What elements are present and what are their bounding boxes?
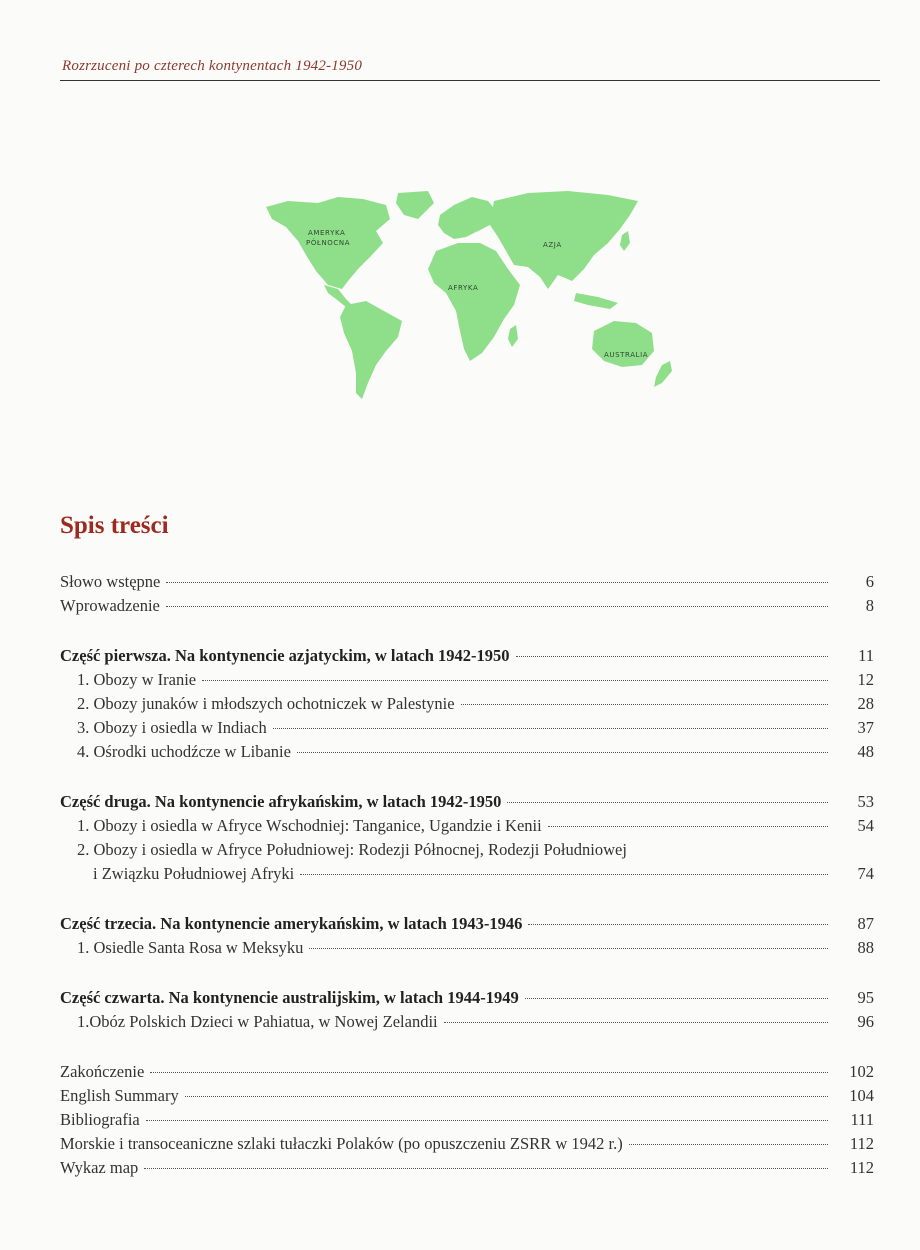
toc-part-heading xyxy=(60,986,874,1010)
toc-entry-page: 88 xyxy=(857,938,874,957)
dot-leader xyxy=(444,1022,828,1023)
label-africa: AFRYKA xyxy=(448,284,479,292)
toc-entry-page: 102 xyxy=(849,1062,874,1081)
toc-entry xyxy=(60,716,874,740)
toc-entry xyxy=(60,1060,874,1084)
toc-entry-label: Bibliografia xyxy=(60,1110,140,1129)
toc-entry-label: Zakończenie xyxy=(60,1062,145,1081)
toc-entry xyxy=(60,668,874,692)
toc-entry-page: 37 xyxy=(857,718,874,737)
toc-part-heading xyxy=(60,790,874,814)
toc-entry xyxy=(60,1132,874,1156)
europe-shape xyxy=(438,197,498,239)
toc-entry-page: 104 xyxy=(849,1086,874,1105)
toc-entry xyxy=(60,1084,874,1108)
toc-entry-label: i Związku Południowej Afryki xyxy=(93,864,295,883)
toc-entry-page: 95 xyxy=(857,988,874,1007)
toc-entry-page: 28 xyxy=(857,694,874,713)
central-america-shape xyxy=(324,285,352,307)
dot-leader xyxy=(548,826,828,827)
toc-entry xyxy=(60,1010,874,1034)
dot-leader xyxy=(273,728,828,729)
greenland-shape xyxy=(396,191,434,219)
south-america-shape xyxy=(340,301,402,399)
dot-leader xyxy=(300,874,828,875)
dot-leader xyxy=(185,1096,828,1097)
toc-entry-label: 1.Obóz Polskich Dzieci w Pahiatua, w Nowej Zelandii xyxy=(77,1012,438,1031)
toc-entry-label: Wykaz map xyxy=(60,1158,139,1177)
toc-part-heading xyxy=(60,912,874,936)
label-australia: AUSTRALIA xyxy=(604,351,649,359)
africa-shape xyxy=(428,243,520,361)
toc-entry-page: 74 xyxy=(857,864,874,883)
dot-leader xyxy=(528,924,828,925)
toc-part-label: Część pierwsza. Na kontynencie azjatyckim, w latach 1942-1950 xyxy=(60,646,510,665)
toc-entry-label: 3. Obozy i osiedla w Indiach xyxy=(77,718,267,737)
toc-entry-page: 48 xyxy=(857,742,874,761)
dot-leader xyxy=(525,998,828,999)
toc-entry-page: 87 xyxy=(857,914,874,933)
toc-part-heading xyxy=(60,644,874,668)
toc-entry-label: Słowo wstępne xyxy=(60,572,161,591)
label-north-america-2: PÓŁNOCNA xyxy=(306,239,351,247)
dot-leader xyxy=(507,802,828,803)
dot-leader xyxy=(166,606,828,607)
dot-leader xyxy=(629,1144,828,1145)
toc-entry-label: 1. Obozy i osiedla w Afryce Wschodniej: Tanganice, Ugandzie i Kenii xyxy=(77,816,542,835)
dot-leader xyxy=(146,1120,828,1121)
toc-title: Spis treści xyxy=(60,512,169,539)
toc-entry xyxy=(60,838,874,862)
running-header: Rozrzuceni po czterech kontynentach 1942-1950 xyxy=(62,58,363,74)
toc-entry-page: 54 xyxy=(857,816,874,835)
world-map-graphic xyxy=(258,185,688,405)
new-zealand-shape xyxy=(654,361,672,387)
australia-shape xyxy=(592,321,654,367)
indonesia-shape xyxy=(574,293,618,309)
toc-part-label: Część druga. Na kontynencie afrykańskim, w latach 1942-1950 xyxy=(60,792,502,811)
dot-leader xyxy=(309,948,828,949)
toc-entry-page: 11 xyxy=(858,646,874,665)
toc-entry-page: 112 xyxy=(849,1134,874,1153)
toc-part-label: Część czwarta. Na kontynencie australijskim, w latach 1944-1949 xyxy=(60,988,519,1007)
japan-shape xyxy=(620,231,630,251)
madagascar-shape xyxy=(508,325,518,347)
toc-entry-page: 8 xyxy=(865,596,874,615)
label-north-america-1: AMERYKA xyxy=(308,229,346,237)
toc-entry-label: Morskie i transoceaniczne szlaki tułaczki Polaków (po opuszczeniu ZSRR w 1942 r.) xyxy=(60,1134,623,1153)
dot-leader xyxy=(166,582,828,583)
dot-leader xyxy=(516,656,828,657)
toc-entry-label: 2. Obozy i osiedla w Afryce Południowej: Rodezji Północnej, Rodezji Południowej xyxy=(77,840,627,859)
toc-entry-label: 4. Ośrodki uchodźcze w Libanie xyxy=(77,742,291,761)
toc-entry-continuation xyxy=(60,862,874,886)
header-rule xyxy=(60,80,880,81)
dot-leader xyxy=(461,704,828,705)
dot-leader xyxy=(202,680,828,681)
toc-entry-page: 111 xyxy=(850,1110,874,1129)
dot-leader xyxy=(297,752,828,753)
toc-entry-page: 6 xyxy=(865,572,874,591)
toc-entry-label: Wprowadzenie xyxy=(60,596,160,615)
table-of-contents xyxy=(60,570,874,1180)
world-map xyxy=(258,185,688,405)
toc-entry xyxy=(60,594,874,618)
toc-entry-label: 1. Osiedle Santa Rosa w Meksyku xyxy=(77,938,304,957)
dot-leader xyxy=(144,1168,828,1169)
toc-entry-label: English Summary xyxy=(60,1086,179,1105)
toc-entry xyxy=(60,1156,874,1180)
toc-entry xyxy=(60,692,874,716)
toc-entry xyxy=(60,570,874,594)
toc-entry xyxy=(60,936,874,960)
toc-entry xyxy=(60,814,874,838)
dot-leader xyxy=(150,1072,828,1073)
toc-entry xyxy=(60,1108,874,1132)
toc-entry-page: 12 xyxy=(857,670,874,689)
toc-entry-page: 112 xyxy=(849,1158,874,1177)
toc-entry-label: 1. Obozy w Iranie xyxy=(77,670,197,689)
toc-entry-label: 2. Obozy junaków i młodszych ochotniczek w Palestynie xyxy=(77,694,455,713)
toc-entry-page: 53 xyxy=(857,792,874,811)
toc-entry xyxy=(60,740,874,764)
label-asia: AZJA xyxy=(543,241,562,249)
toc-part-label: Część trzecia. Na kontynencie amerykańskim, w latach 1943-1946 xyxy=(60,914,523,933)
asia-shape xyxy=(490,191,638,289)
toc-entry-page: 96 xyxy=(857,1012,874,1031)
